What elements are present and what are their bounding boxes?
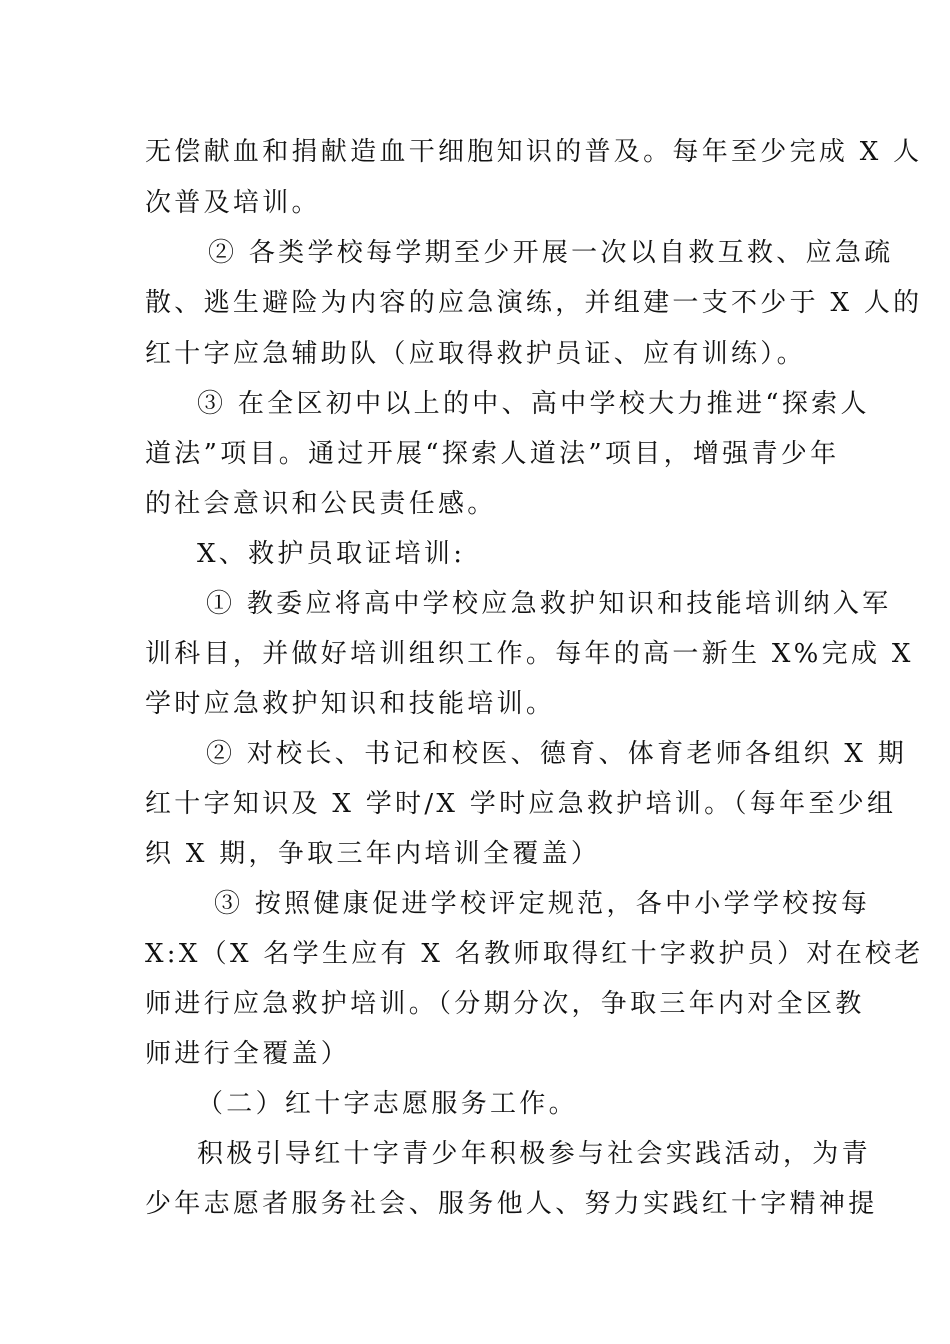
text-line: ① 教委应将高中学校应急救护知识和技能培训纳入军 — [206, 589, 892, 619]
text-line: 的社会意识和公民责任感。 — [145, 489, 497, 519]
text-line: X:X（X 名学生应有 X 名教师取得红十字救护员）对在校老 — [145, 939, 924, 969]
text-line: 散、逃生避险为内容的应急演练，并组建一支不少于 X 人的 — [145, 288, 923, 318]
text-line: 红十字应急辅助队（应取得救护员证、应有训练）。 — [145, 339, 806, 369]
text-line: 无偿献血和捐献造血干细胞知识的普及。每年至少完成 X 人 — [145, 137, 923, 167]
text-line: 学时应急救护知识和技能培训。 — [145, 689, 556, 719]
section-heading: （二）红十字志愿服务工作。 — [197, 1089, 578, 1119]
text-line: ③ 按照健康促进学校评定规范，各中小学学校按每 — [214, 889, 871, 919]
text-line: 道法”项目。通过开展“探索人道法”项目，增强青少年 — [145, 439, 840, 469]
text-line: ② 各类学校每学期至少开展一次以自救互救、应急疏 — [208, 238, 894, 268]
text-line: 师进行应急救护培训。（分期分次，争取三年内对全区教 — [145, 989, 865, 1019]
section-heading: X、救护员取证培训: — [197, 539, 466, 569]
text-line: 织 X 期，争取三年内培训全覆盖） — [145, 839, 601, 869]
text-line: 师进行全覆盖） — [145, 1039, 351, 1069]
text-line: ② 对校长、书记和校医、德育、体育老师各组织 X 期 — [206, 739, 908, 769]
text-line: 次普及培训。 — [145, 188, 321, 218]
text-line: ③ 在全区初中以上的中、高中学校大力推进“探索人 — [197, 389, 870, 419]
text-line: 训科目，并做好培训组织工作。每年的高一新生 X%完成 X — [145, 639, 914, 669]
text-line: 红十字知识及 X 学时/X 学时应急救护培训。（每年至少组 — [145, 789, 897, 819]
text-line: 积极引导红十字青少年积极参与社会实践活动，为青 — [197, 1139, 871, 1169]
text-line: 少年志愿者服务社会、服务他人、努力实践红十字精神提 — [145, 1189, 878, 1219]
